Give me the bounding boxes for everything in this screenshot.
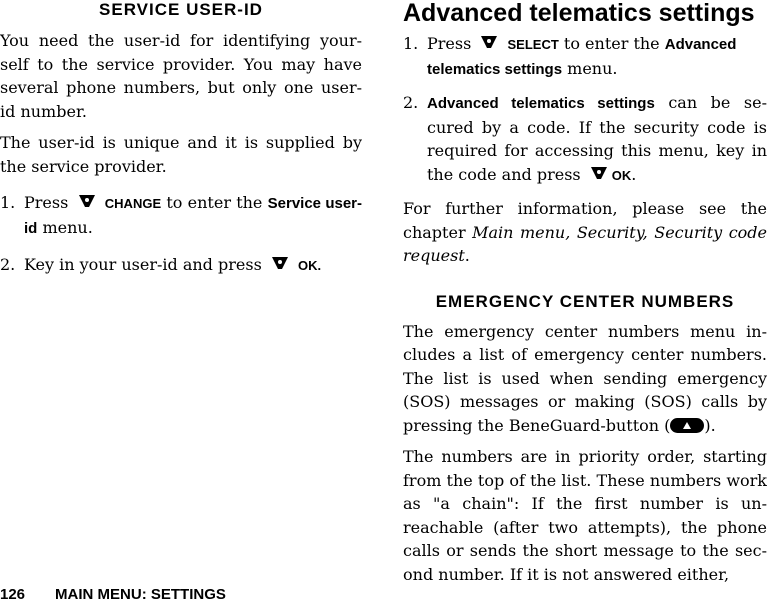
emergency-intro-paragraph xyxy=(403,320,767,438)
service-user-id-heading: SERVICE USER-ID xyxy=(99,0,263,19)
user-id-intro-paragraph: You need the user-id for identifying your-self to the service provider. You may have several phone numbers, but only one user-id number. xyxy=(0,31,362,121)
service-user-id-menu-name: Service user-id xyxy=(24,195,363,237)
step-number: 1. xyxy=(0,193,16,212)
softkey-arrow-icon xyxy=(78,193,96,209)
ok-key-label: OK. xyxy=(297,258,322,273)
step-text-pre: Key in your user-id and press xyxy=(24,255,262,274)
step-text-mid: to enter the xyxy=(563,34,660,53)
step-number: 2. xyxy=(0,255,16,274)
advanced-telematics-heading: Advanced telematics settings xyxy=(403,0,755,27)
step-text xyxy=(427,91,767,187)
right-step-2 xyxy=(403,91,767,187)
page-number: 126 xyxy=(0,586,26,603)
user-id-unique-paragraph: The user-id is unique and it is supplied by the service provider. xyxy=(0,133,362,176)
step-number: 2. xyxy=(403,93,419,112)
left-step-1 xyxy=(0,191,362,240)
step-text-pre: Press xyxy=(24,193,69,212)
info-text: For further information, please see the chapter xyxy=(403,199,767,242)
step-text-post: . xyxy=(631,164,637,184)
right-step-1 xyxy=(403,32,767,81)
beneguard-button-icon xyxy=(670,418,704,433)
advanced-telematics-menu-name: Advanced telematics settings xyxy=(427,36,737,78)
change-key-label: CHANGE xyxy=(104,196,162,211)
step-text-post: menu. xyxy=(567,58,618,78)
step-text xyxy=(427,32,767,81)
info-text-end: . xyxy=(464,246,470,265)
softkey-arrow-icon xyxy=(271,255,289,271)
further-info-paragraph xyxy=(403,197,767,268)
page-footer xyxy=(0,586,226,603)
chapter-reference: Main menu, Security, Security code request xyxy=(403,222,767,265)
step-text-mid: to enter the xyxy=(166,193,263,212)
ok-key-label: OK xyxy=(611,167,632,183)
step-text-post: menu. xyxy=(42,217,93,237)
step-text-body: can be se-cured by a code. If the security code is required for accessing this menu, key in the code and press xyxy=(427,93,767,184)
softkey-arrow-icon xyxy=(480,34,498,50)
softkey-arrow-icon xyxy=(590,165,608,181)
advanced-telematics-menu-name: Advanced telematics settings xyxy=(427,95,655,112)
emergency-text: The emergency center numbers menu in-cludes a list of emergency center numbers. The list is used when sending emergency (SOS) messages or making (SOS) calls by pressing the BeneGuard-button ( xyxy=(403,321,767,435)
select-key-label: SELECT xyxy=(507,37,559,52)
emergency-text-end: ). xyxy=(704,415,716,435)
left-step-2 xyxy=(0,253,362,278)
step-text-pre: Press xyxy=(427,34,472,53)
step-text xyxy=(24,253,362,278)
step-text xyxy=(24,191,362,240)
emergency-center-numbers-heading: EMERGENCY CENTER NUMBERS xyxy=(435,291,735,311)
footer-section-title: MAIN MENU: SETTINGS xyxy=(55,586,226,603)
step-number: 1. xyxy=(403,34,419,53)
priority-order-paragraph: The numbers are in priority order, starting from the top of the list. These numbers work as "a chain": If the first number is un-reachable (after two attempts), the phone calls or sends the short message to the sec-ond number. If it is not answered either, xyxy=(403,447,767,584)
left-column xyxy=(0,0,362,278)
right-column xyxy=(403,0,767,586)
